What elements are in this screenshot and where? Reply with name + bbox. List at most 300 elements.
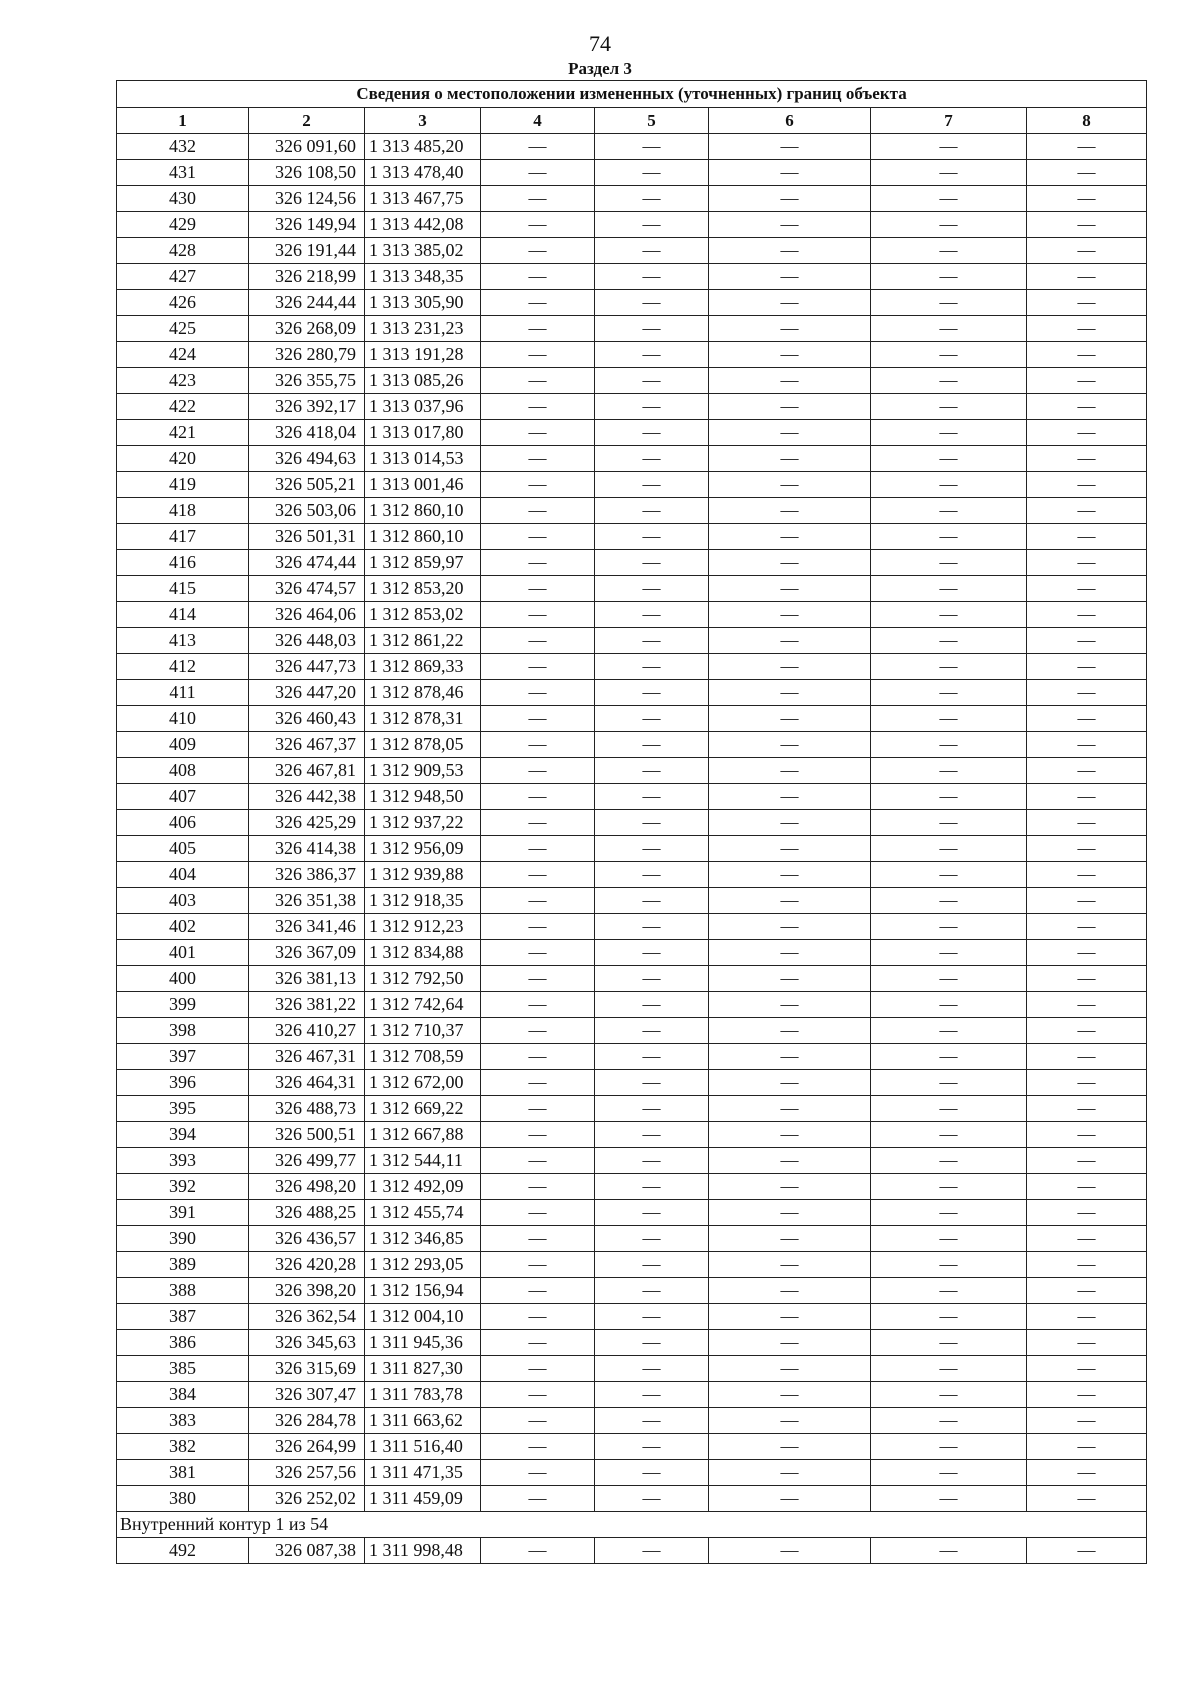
empty-value-dash: — xyxy=(481,1044,595,1070)
empty-value-dash: — xyxy=(871,524,1027,550)
point-number: 415 xyxy=(117,576,249,602)
point-number: 382 xyxy=(117,1434,249,1460)
empty-value-dash: — xyxy=(709,1122,871,1148)
point-number: 404 xyxy=(117,862,249,888)
empty-value-dash: — xyxy=(871,862,1027,888)
empty-value-dash: — xyxy=(871,1018,1027,1044)
empty-value-dash: — xyxy=(1027,212,1147,238)
empty-value-dash: — xyxy=(709,1044,871,1070)
empty-value-dash: — xyxy=(871,1096,1027,1122)
empty-value-dash: — xyxy=(871,212,1027,238)
coordinate-x: 326 398,20 xyxy=(249,1278,365,1304)
empty-value-dash: — xyxy=(481,810,595,836)
coordinate-x: 326 460,43 xyxy=(249,706,365,732)
empty-value-dash: — xyxy=(481,1304,595,1330)
page-number: 74 xyxy=(589,31,611,56)
empty-value-dash: — xyxy=(709,160,871,186)
empty-value-dash: — xyxy=(481,654,595,680)
point-number: 405 xyxy=(117,836,249,862)
empty-value-dash: — xyxy=(871,1174,1027,1200)
empty-value-dash: — xyxy=(1027,602,1147,628)
empty-value-dash: — xyxy=(1027,966,1147,992)
empty-value-dash: — xyxy=(871,1486,1027,1512)
coordinate-y: 1 312 792,50 xyxy=(365,966,481,992)
table-row xyxy=(117,628,1147,654)
coordinate-y: 1 312 293,05 xyxy=(365,1252,481,1278)
coordinate-y: 1 312 939,88 xyxy=(365,862,481,888)
empty-value-dash: — xyxy=(709,1434,871,1460)
empty-value-dash: — xyxy=(709,836,871,862)
empty-value-dash: — xyxy=(595,1382,709,1408)
empty-value-dash: — xyxy=(709,1070,871,1096)
coordinate-y: 1 312 937,22 xyxy=(365,810,481,836)
point-number: 394 xyxy=(117,1122,249,1148)
coordinate-y: 1 312 346,85 xyxy=(365,1226,481,1252)
coordinate-y: 1 313 191,28 xyxy=(365,342,481,368)
empty-value-dash: — xyxy=(1027,524,1147,550)
table-row xyxy=(117,316,1147,342)
coordinate-x: 326 418,04 xyxy=(249,420,365,446)
empty-value-dash: — xyxy=(595,1486,709,1512)
empty-value-dash: — xyxy=(481,550,595,576)
empty-value-dash: — xyxy=(595,420,709,446)
empty-value-dash: — xyxy=(871,446,1027,472)
empty-value-dash: — xyxy=(709,446,871,472)
empty-value-dash: — xyxy=(595,1460,709,1486)
table-caption: Сведения о местоположении измененных (уточненных) границ объекта xyxy=(117,81,1147,108)
empty-value-dash: — xyxy=(595,394,709,420)
coordinate-x: 326 257,56 xyxy=(249,1460,365,1486)
coordinate-y: 1 312 909,53 xyxy=(365,758,481,784)
empty-value-dash: — xyxy=(481,1330,595,1356)
empty-value-dash: — xyxy=(595,290,709,316)
point-number: 412 xyxy=(117,654,249,680)
empty-value-dash: — xyxy=(871,1252,1027,1278)
empty-value-dash: — xyxy=(481,628,595,654)
coordinate-y: 1 311 663,62 xyxy=(365,1408,481,1434)
table-row xyxy=(117,992,1147,1018)
column-number: 8 xyxy=(1027,108,1147,134)
point-number: 391 xyxy=(117,1200,249,1226)
coordinate-y: 1 312 492,09 xyxy=(365,1174,481,1200)
coordinate-y: 1 312 918,35 xyxy=(365,888,481,914)
empty-value-dash: — xyxy=(709,1330,871,1356)
coordinate-y: 1 312 742,64 xyxy=(365,992,481,1018)
table-row xyxy=(117,602,1147,628)
empty-value-dash: — xyxy=(595,602,709,628)
empty-value-dash: — xyxy=(481,446,595,472)
empty-value-dash: — xyxy=(709,498,871,524)
coordinate-x: 326 191,44 xyxy=(249,238,365,264)
empty-value-dash: — xyxy=(1027,862,1147,888)
empty-value-dash: — xyxy=(481,1070,595,1096)
empty-value-dash: — xyxy=(709,784,871,810)
section-title: Раздел 3 xyxy=(568,59,632,78)
coordinate-x: 326 499,77 xyxy=(249,1148,365,1174)
column-number: 5 xyxy=(595,108,709,134)
empty-value-dash: — xyxy=(481,732,595,758)
empty-value-dash: — xyxy=(1027,186,1147,212)
table-row xyxy=(117,1538,1147,1564)
empty-value-dash: — xyxy=(871,576,1027,602)
empty-value-dash: — xyxy=(709,1538,871,1564)
empty-value-dash: — xyxy=(595,1304,709,1330)
empty-value-dash: — xyxy=(1027,1200,1147,1226)
coordinate-x: 326 149,94 xyxy=(249,212,365,238)
coordinate-x: 326 315,69 xyxy=(249,1356,365,1382)
empty-value-dash: — xyxy=(871,1356,1027,1382)
table-row xyxy=(117,1434,1147,1460)
empty-value-dash: — xyxy=(709,732,871,758)
coordinate-y: 1 312 878,46 xyxy=(365,680,481,706)
empty-value-dash: — xyxy=(871,1226,1027,1252)
empty-value-dash: — xyxy=(595,368,709,394)
empty-value-dash: — xyxy=(871,654,1027,680)
coordinate-x: 326 252,02 xyxy=(249,1486,365,1512)
empty-value-dash: — xyxy=(481,1538,595,1564)
empty-value-dash: — xyxy=(871,1304,1027,1330)
point-number: 419 xyxy=(117,472,249,498)
point-number: 390 xyxy=(117,1226,249,1252)
empty-value-dash: — xyxy=(709,290,871,316)
empty-value-dash: — xyxy=(595,1122,709,1148)
empty-value-dash: — xyxy=(481,1122,595,1148)
table-row xyxy=(117,940,1147,966)
point-number: 427 xyxy=(117,264,249,290)
table-row xyxy=(117,758,1147,784)
point-number: 422 xyxy=(117,394,249,420)
empty-value-dash: — xyxy=(1027,1434,1147,1460)
empty-value-dash: — xyxy=(1027,732,1147,758)
empty-value-dash: — xyxy=(481,134,595,160)
coordinate-x: 326 244,44 xyxy=(249,290,365,316)
point-number: 388 xyxy=(117,1278,249,1304)
coordinate-y: 1 312 672,00 xyxy=(365,1070,481,1096)
point-number: 402 xyxy=(117,914,249,940)
point-number: 426 xyxy=(117,290,249,316)
column-number: 4 xyxy=(481,108,595,134)
point-number: 421 xyxy=(117,420,249,446)
empty-value-dash: — xyxy=(481,316,595,342)
empty-value-dash: — xyxy=(595,472,709,498)
table-row xyxy=(117,368,1147,394)
coordinate-y: 1 311 471,35 xyxy=(365,1460,481,1486)
table-row xyxy=(117,836,1147,862)
point-number: 413 xyxy=(117,628,249,654)
coordinate-x: 326 362,54 xyxy=(249,1304,365,1330)
empty-value-dash: — xyxy=(709,1486,871,1512)
empty-value-dash: — xyxy=(1027,680,1147,706)
coordinate-x: 326 307,47 xyxy=(249,1382,365,1408)
empty-value-dash: — xyxy=(1027,992,1147,1018)
coordinate-y: 1 313 001,46 xyxy=(365,472,481,498)
coordinate-x: 326 442,38 xyxy=(249,784,365,810)
table-row xyxy=(117,576,1147,602)
table-row xyxy=(117,966,1147,992)
empty-value-dash: — xyxy=(1027,784,1147,810)
empty-value-dash: — xyxy=(1027,420,1147,446)
empty-value-dash: — xyxy=(481,914,595,940)
empty-value-dash: — xyxy=(595,758,709,784)
empty-value-dash: — xyxy=(595,992,709,1018)
column-number: 6 xyxy=(709,108,871,134)
empty-value-dash: — xyxy=(871,940,1027,966)
empty-value-dash: — xyxy=(595,1174,709,1200)
empty-value-dash: — xyxy=(1027,1070,1147,1096)
table-row xyxy=(117,524,1147,550)
empty-value-dash: — xyxy=(709,550,871,576)
empty-value-dash: — xyxy=(871,810,1027,836)
column-number: 3 xyxy=(365,108,481,134)
table-row xyxy=(117,810,1147,836)
empty-value-dash: — xyxy=(1027,290,1147,316)
empty-value-dash: — xyxy=(709,914,871,940)
table-row xyxy=(117,212,1147,238)
table-row xyxy=(117,1278,1147,1304)
empty-value-dash: — xyxy=(871,966,1027,992)
point-number: 401 xyxy=(117,940,249,966)
empty-value-dash: — xyxy=(481,420,595,446)
coordinate-y: 1 313 231,23 xyxy=(365,316,481,342)
empty-value-dash: — xyxy=(1027,1148,1147,1174)
table-row xyxy=(117,290,1147,316)
coordinate-y: 1 312 004,10 xyxy=(365,1304,481,1330)
empty-value-dash: — xyxy=(871,1044,1027,1070)
empty-value-dash: — xyxy=(595,134,709,160)
empty-value-dash: — xyxy=(481,342,595,368)
coordinate-x: 326 501,31 xyxy=(249,524,365,550)
table-row xyxy=(117,1226,1147,1252)
table-row xyxy=(117,732,1147,758)
point-number: 492 xyxy=(117,1538,249,1564)
empty-value-dash: — xyxy=(595,264,709,290)
empty-value-dash: — xyxy=(595,1200,709,1226)
point-number: 385 xyxy=(117,1356,249,1382)
coordinate-y: 1 312 708,59 xyxy=(365,1044,481,1070)
point-number: 423 xyxy=(117,368,249,394)
coordinate-y: 1 311 516,40 xyxy=(365,1434,481,1460)
coordinate-x: 326 464,06 xyxy=(249,602,365,628)
empty-value-dash: — xyxy=(481,368,595,394)
empty-value-dash: — xyxy=(709,862,871,888)
empty-value-dash: — xyxy=(481,394,595,420)
coordinate-x: 326 447,73 xyxy=(249,654,365,680)
point-number: 389 xyxy=(117,1252,249,1278)
empty-value-dash: — xyxy=(709,1174,871,1200)
empty-value-dash: — xyxy=(871,394,1027,420)
coordinate-x: 326 341,46 xyxy=(249,914,365,940)
empty-value-dash: — xyxy=(1027,1226,1147,1252)
point-number: 397 xyxy=(117,1044,249,1070)
empty-value-dash: — xyxy=(1027,1408,1147,1434)
coordinate-x: 326 464,31 xyxy=(249,1070,365,1096)
empty-value-dash: — xyxy=(481,1278,595,1304)
coordinate-x: 326 467,31 xyxy=(249,1044,365,1070)
point-number: 384 xyxy=(117,1382,249,1408)
table-row xyxy=(117,446,1147,472)
coordinate-x: 326 280,79 xyxy=(249,342,365,368)
empty-value-dash: — xyxy=(871,264,1027,290)
empty-value-dash: — xyxy=(481,888,595,914)
empty-value-dash: — xyxy=(481,1486,595,1512)
empty-value-dash: — xyxy=(709,1226,871,1252)
boundary-coordinates-table xyxy=(116,80,1147,1564)
empty-value-dash: — xyxy=(871,498,1027,524)
table-row xyxy=(117,914,1147,940)
table-row xyxy=(117,160,1147,186)
empty-value-dash: — xyxy=(595,1252,709,1278)
empty-value-dash: — xyxy=(1027,1252,1147,1278)
empty-value-dash: — xyxy=(709,654,871,680)
empty-value-dash: — xyxy=(709,420,871,446)
empty-value-dash: — xyxy=(595,1408,709,1434)
coordinate-x: 326 436,57 xyxy=(249,1226,365,1252)
empty-value-dash: — xyxy=(481,290,595,316)
empty-value-dash: — xyxy=(871,1408,1027,1434)
empty-value-dash: — xyxy=(709,810,871,836)
table-row xyxy=(117,1096,1147,1122)
coordinate-y: 1 313 014,53 xyxy=(365,446,481,472)
empty-value-dash: — xyxy=(709,888,871,914)
coordinate-x: 326 381,22 xyxy=(249,992,365,1018)
coordinate-y: 1 312 667,88 xyxy=(365,1122,481,1148)
table-row xyxy=(117,654,1147,680)
empty-value-dash: — xyxy=(1027,576,1147,602)
point-number: 414 xyxy=(117,602,249,628)
empty-value-dash: — xyxy=(481,212,595,238)
coordinate-x: 326 351,38 xyxy=(249,888,365,914)
point-number: 429 xyxy=(117,212,249,238)
empty-value-dash: — xyxy=(871,992,1027,1018)
empty-value-dash: — xyxy=(709,1382,871,1408)
table-row xyxy=(117,784,1147,810)
empty-value-dash: — xyxy=(481,186,595,212)
empty-value-dash: — xyxy=(481,1382,595,1408)
empty-value-dash: — xyxy=(709,1278,871,1304)
empty-value-dash: — xyxy=(871,186,1027,212)
coordinate-y: 1 312 912,23 xyxy=(365,914,481,940)
coordinate-y: 1 313 085,26 xyxy=(365,368,481,394)
empty-value-dash: — xyxy=(481,1356,595,1382)
empty-value-dash: — xyxy=(481,1096,595,1122)
empty-value-dash: — xyxy=(1027,1174,1147,1200)
empty-value-dash: — xyxy=(871,1200,1027,1226)
empty-value-dash: — xyxy=(595,810,709,836)
empty-value-dash: — xyxy=(481,160,595,186)
empty-value-dash: — xyxy=(481,680,595,706)
point-number: 403 xyxy=(117,888,249,914)
empty-value-dash: — xyxy=(1027,940,1147,966)
empty-value-dash: — xyxy=(595,342,709,368)
empty-value-dash: — xyxy=(1027,888,1147,914)
empty-value-dash: — xyxy=(709,1460,871,1486)
point-number: 386 xyxy=(117,1330,249,1356)
empty-value-dash: — xyxy=(481,602,595,628)
coordinate-x: 326 381,13 xyxy=(249,966,365,992)
empty-value-dash: — xyxy=(1027,550,1147,576)
empty-value-dash: — xyxy=(595,316,709,342)
empty-value-dash: — xyxy=(1027,1018,1147,1044)
empty-value-dash: — xyxy=(1027,1356,1147,1382)
empty-value-dash: — xyxy=(871,836,1027,862)
table-row xyxy=(117,1018,1147,1044)
empty-value-dash: — xyxy=(871,1122,1027,1148)
point-number: 396 xyxy=(117,1070,249,1096)
point-number: 393 xyxy=(117,1148,249,1174)
point-number: 409 xyxy=(117,732,249,758)
coordinate-y: 1 312 860,10 xyxy=(365,498,481,524)
empty-value-dash: — xyxy=(481,966,595,992)
empty-value-dash: — xyxy=(871,1434,1027,1460)
table-row xyxy=(117,1174,1147,1200)
coordinate-x: 326 284,78 xyxy=(249,1408,365,1434)
empty-value-dash: — xyxy=(1027,836,1147,862)
coordinate-y: 1 311 998,48 xyxy=(365,1538,481,1564)
empty-value-dash: — xyxy=(709,628,871,654)
table-row xyxy=(117,1122,1147,1148)
empty-value-dash: — xyxy=(1027,446,1147,472)
coordinate-y: 1 311 459,09 xyxy=(365,1486,481,1512)
table-row xyxy=(117,186,1147,212)
table-row xyxy=(117,862,1147,888)
empty-value-dash: — xyxy=(481,264,595,290)
point-number: 416 xyxy=(117,550,249,576)
empty-value-dash: — xyxy=(595,1278,709,1304)
table-row xyxy=(117,1486,1147,1512)
coordinate-y: 1 312 869,33 xyxy=(365,654,481,680)
empty-value-dash: — xyxy=(709,1096,871,1122)
empty-value-dash: — xyxy=(709,238,871,264)
table-row xyxy=(117,394,1147,420)
empty-value-dash: — xyxy=(481,1226,595,1252)
table-row xyxy=(117,1330,1147,1356)
empty-value-dash: — xyxy=(595,524,709,550)
empty-value-dash: — xyxy=(1027,654,1147,680)
coordinate-y: 1 312 878,05 xyxy=(365,732,481,758)
point-number: 399 xyxy=(117,992,249,1018)
empty-value-dash: — xyxy=(481,1200,595,1226)
empty-value-dash: — xyxy=(871,888,1027,914)
empty-value-dash: — xyxy=(595,186,709,212)
empty-value-dash: — xyxy=(595,628,709,654)
coordinate-x: 326 091,60 xyxy=(249,134,365,160)
empty-value-dash: — xyxy=(871,290,1027,316)
empty-value-dash: — xyxy=(595,888,709,914)
empty-value-dash: — xyxy=(595,706,709,732)
empty-value-dash: — xyxy=(481,1148,595,1174)
empty-value-dash: — xyxy=(481,992,595,1018)
point-number: 398 xyxy=(117,1018,249,1044)
empty-value-dash: — xyxy=(1027,1044,1147,1070)
empty-value-dash: — xyxy=(709,1252,871,1278)
point-number: 408 xyxy=(117,758,249,784)
empty-value-dash: — xyxy=(709,316,871,342)
empty-value-dash: — xyxy=(481,940,595,966)
empty-value-dash: — xyxy=(1027,1460,1147,1486)
empty-value-dash: — xyxy=(1027,1486,1147,1512)
empty-value-dash: — xyxy=(1027,342,1147,368)
empty-value-dash: — xyxy=(481,706,595,732)
empty-value-dash: — xyxy=(595,160,709,186)
empty-value-dash: — xyxy=(595,862,709,888)
empty-value-dash: — xyxy=(481,862,595,888)
empty-value-dash: — xyxy=(709,134,871,160)
empty-value-dash: — xyxy=(1027,1096,1147,1122)
empty-value-dash: — xyxy=(709,394,871,420)
empty-value-dash: — xyxy=(595,576,709,602)
empty-value-dash: — xyxy=(871,1070,1027,1096)
point-number: 392 xyxy=(117,1174,249,1200)
